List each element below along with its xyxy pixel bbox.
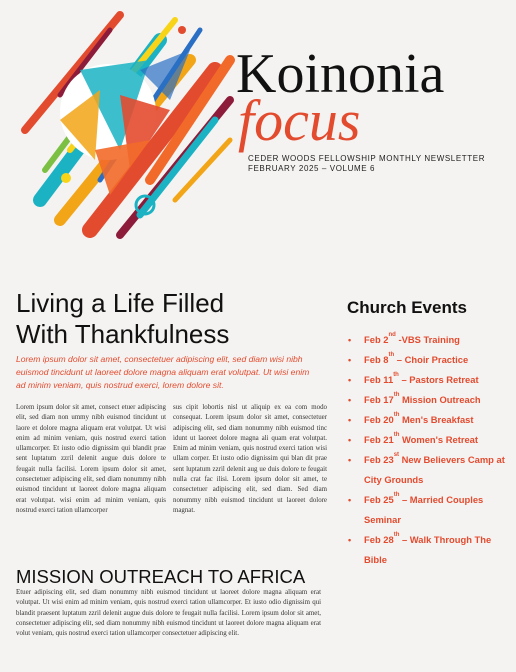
event-date-suffix: th bbox=[388, 352, 395, 358]
event-text: – Walk Through The Bible bbox=[364, 534, 492, 565]
feature-headline-line-2: With Thankfulness bbox=[16, 319, 230, 349]
event-item bbox=[346, 450, 514, 490]
event-date-suffix: th bbox=[393, 412, 400, 418]
bullet-icon: • bbox=[348, 355, 352, 365]
event-text: – Married Couples Seminar bbox=[364, 494, 484, 525]
event-date-suffix: th bbox=[393, 392, 400, 398]
events-heading: Church Events bbox=[347, 298, 467, 317]
event-item bbox=[346, 490, 514, 530]
event-text: – Choir Practice bbox=[394, 354, 469, 365]
subtitle-line-1: CEDER WOODS FELLOWSHIP MONTHLY NEWSLETTER bbox=[248, 154, 486, 163]
bullet-icon: • bbox=[348, 395, 352, 405]
event-date: Feb 20 bbox=[364, 414, 394, 425]
event-date-suffix: th bbox=[393, 532, 400, 538]
bullet-icon: • bbox=[348, 415, 352, 425]
event-date-suffix: th bbox=[393, 492, 400, 498]
newsletter-subtitle bbox=[248, 154, 485, 174]
event-text: Men's Breakfast bbox=[399, 414, 474, 425]
subtitle-line-2: FEBRUARY 2025 – VOLUME 6 bbox=[248, 164, 376, 173]
event-item bbox=[346, 430, 514, 450]
event-date: Feb 23 bbox=[364, 454, 394, 465]
event-date: Feb 11 bbox=[364, 374, 394, 385]
event-date-suffix: nd bbox=[388, 332, 396, 338]
bullet-icon: • bbox=[348, 455, 352, 465]
bullet-icon: • bbox=[348, 535, 352, 545]
events-list bbox=[346, 330, 514, 570]
event-date-suffix: st bbox=[393, 452, 400, 458]
event-date: Feb 28 bbox=[364, 534, 394, 545]
event-item bbox=[346, 530, 514, 570]
event-item bbox=[346, 350, 514, 370]
mission-headline: MISSION OUTREACH TO AFRICA bbox=[16, 566, 306, 587]
event-date: Feb 8 bbox=[364, 354, 389, 365]
event-text: Mission Outreach bbox=[399, 394, 481, 405]
event-item bbox=[346, 390, 514, 410]
event-item bbox=[346, 370, 514, 390]
event-item bbox=[346, 330, 514, 350]
feature-headline bbox=[16, 288, 336, 350]
feature-intro: Lorem ipsum dolor sit amet, consectetuer adipiscing elit, sed diam wisi nibh euismod tincidunt ut laoreet dolore magna aliquam erat volutpat. Ut wisi enim ad minim veniam, quis nostrud exerci, lorem dolore sit. bbox=[16, 354, 310, 390]
event-date: Feb 21 bbox=[364, 434, 394, 445]
newsletter-title: Koinonia bbox=[236, 43, 445, 105]
bullet-icon: • bbox=[348, 495, 352, 505]
event-item bbox=[346, 410, 514, 430]
event-date-suffix: th bbox=[393, 432, 400, 438]
event-text: Women's Retreat bbox=[399, 434, 479, 445]
event-date: Feb 17 bbox=[364, 394, 394, 405]
newsletter-title-accent: focus bbox=[238, 88, 361, 153]
event-text: -VBS Training bbox=[395, 334, 460, 345]
event-date: Feb 25 bbox=[364, 494, 394, 505]
bullet-icon: • bbox=[348, 375, 352, 385]
event-text: – Pastors Retreat bbox=[398, 374, 479, 385]
event-date-suffix: th bbox=[393, 372, 399, 378]
bullet-icon: • bbox=[348, 335, 352, 345]
bullet-icon: • bbox=[348, 435, 352, 445]
event-text: New Believers Camp at City Grounds bbox=[364, 454, 505, 485]
mission-body: Etuer adipiscing elit, sed diam nonummy nibh euismod tincidunt ut laoreet dolore magna aliquam erat volutpat. Ut wisi enim ad minim veniam, quis nostrud exerci tation ullamcorper. Et iusto odio dignissim qui blandit praesent luptatum zzril delenit augue duis dolore te feugait nulla facilisi. Lorem ipsum dolor sit amet, consectetuer adipiscing elit, sed diam nonummy nibh euismod tincidunt ut laoreet dolore magna aliquam erat volut veniam, quis nostrud exerci tation ullamcorper consectetuer adipiscing elit. bbox=[16, 589, 321, 638]
feature-headline-line-1: Living a Life Filled bbox=[16, 288, 225, 318]
event-date: Feb 2 bbox=[364, 334, 389, 345]
feature-column-left: Lorem ipsum dolor sit amet, consect etuer adipiscing elit, sed diam non ummy nibh euismod tincidunt ut laore et dolore magna aliquam erat volutpat. Ut wisi enim ad minim veniam, quis nostrud exerci tation ullamcorper. Et iusto odio dignissim qui blandit prae sent luptatum zzril delenit augue duis dolore te feugait nulla facilisi. Lorem ipsum dolor sit amet, consectetuer adipiscing elit, sed diam nonummy nibh euismod tincidunt ut laoreet dolore magna aliquam erat volutpat. wisi enim ad minim veniam, quis nostrud exerci tation ullamcorper bbox=[16, 404, 166, 514]
feature-column-right: sus cipit lobortis nisl ut aliquip ex ea com modo consequat. Lorem ipsum dolor sit amet, consectetuer adipiscing elit, sed diam nonummy nibh euismod tinc idunt ut laoreet dolore magna ali quam erat volutpat. Enim ad minim veniam, quis nostrud exerci tation wisi ullam corper. Et iusto odio dignissim qui blan dit prae sent luptatum zzril delenit aug ue duis dolore te feugait nulla crat fac ilisi. Lorem ipsum dolor sit amet, te consectetuer adipiscing elit, sed diam. Sed diam nonummy nibh euismod tincidunt ut laoreet dolore magnat. bbox=[173, 404, 327, 514]
